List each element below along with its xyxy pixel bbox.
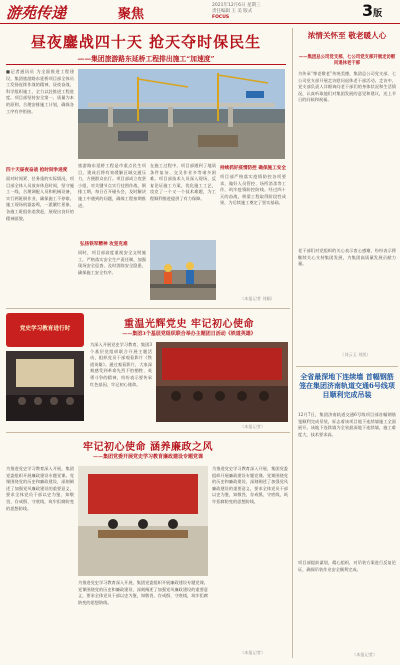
- party-author: （本报记者）: [240, 424, 266, 429]
- paper-name: 游苑传递: [6, 4, 67, 22]
- bottom-article-text: 为推进党史学习教育深入开展，集团党委组织开展廉政建设专题党课。党课围绕党的历史和廉政建设，深刻阐述了加强党风廉政建设的重要意义，要求全体党员干部以史为鉴，知敬畏、存戒惧、守底线，筑牢拒腐防变的思想防线。: [6, 466, 74, 511]
- section-name: 聚焦: [118, 7, 145, 22]
- bottom-author: （本报记者）: [240, 650, 266, 655]
- party-headline: 重温光辉党史 牢记初心使命: [124, 319, 254, 330]
- right-headline-2: 全省最深地下连续墙 首幅钢筋笼在集团济南轨道交通6号线项目顺利完成吊装: [299, 372, 395, 399]
- main-section-heading-2: 弘扬铁军精神 攻坚克难: [80, 242, 128, 247]
- main-author: （本报记者 刘颖）: [240, 296, 275, 301]
- column-divider: [292, 28, 293, 658]
- date-info: [212, 3, 260, 21]
- main-article-text: 面对时间紧、任务重的实际情况，项目部全体人员放弃休息时间，坚守施工一线，合理调配人员和机械设备，实行两班倒作业，确保施工不停歇。施工现场机器轰鸣，一派繁忙景象，各施工班组你追我赶，展现出良好的精神面貌。: [6, 176, 74, 221]
- title-rule: [6, 64, 286, 65]
- party-article-text: 为深入开展党史学习教育，集团3个基层党组织联合开展主题活动，组织党员干部观看影片《铁道英雄》。通过观看影片，大家深刻感受到革命先烈不怕牺牲、英勇斗争的精神，纷纷表示要传承红色基因，牢记初心使命。: [90, 342, 152, 387]
- bottom-article-text: 为推进党史学习教育深入开展，集团党委组织开展廉政建设专题党课。党课围绕党的历史和廉政建设，深刻阐述了加强党风廉政建设的重要意义，要求全体党员干部以史为鉴，知敬畏、存戒惧、守底线，筑牢拒腐防变的思想防线。: [212, 466, 288, 504]
- party-subheadline: ——集团3个基层党组织联合举办主题团日活动《铁道英雄》: [122, 331, 256, 337]
- date-line: 2021年12月6日 星期三: [212, 3, 261, 8]
- activity-illustration: [156, 342, 288, 422]
- masthead: [0, 0, 400, 24]
- right-article-text: 老干部们对党组织的关心表示衷心感谢，纷纷表示将继续关心支持集团发展，为集团高质量发展贡献力量。: [298, 248, 396, 267]
- party-badge-text: 党史学习教育进行时: [19, 326, 71, 332]
- construction-illustration: [78, 69, 285, 159]
- main-headline: 昼夜鏖战四十天 抢天夺时保民生: [30, 33, 262, 51]
- main-article-text: 旅游路东延桥工程是市重点民生项目，建成后将有效缓解区域交通压力，方便群众出行。项目部成立攻坚小组，对关键节点实行挂图作战，倒排工期，每日召开碰头会，及时解决施工中遇到的问题，确保工程按期推进。: [78, 163, 146, 208]
- main-article-text: ■记者通讯员 为全面推进工程建设，集团旅游路东延桥项目部全体员工发扬连续作战的精神，昼夜奋战，科学组织施工，全力以赴推进工程进度。项目部坚持安全第一、质量为本的原则，合理安排施工计划，确保各工序有序衔接。: [6, 69, 74, 114]
- page-unit: 版: [373, 9, 383, 19]
- right-article-text: 12月7日，集团济南轨道交通6号线项目部首幅钢筋笼顺利完成吊装，标志着该项目地下连续墙施工全面展开。该地下连续墙为全省最深地下连续墙，施工难度大，技术要求高。: [298, 412, 396, 437]
- main-article-text: 项目部严格落实疫情防控各项要求，做好人员管控、场所消杀等工作，筑牢疫情防控防线。经过四十天的奋战，桥梁工程取得阶段性成果，为后续施工奠定了坚实基础。: [220, 174, 286, 206]
- section-divider: [6, 432, 290, 433]
- party-badge: [6, 313, 84, 347]
- bottom-headline: 牢记初心使命 涵养廉政之风: [83, 442, 213, 453]
- bottom-subheadline: ——集团党委开展党史学习教育廉政建设专题党课: [92, 454, 203, 460]
- main-article-text: 同时，项目部高度重视安全文明施工，严格落实安全生产责任制，加强现场安全巡查，及时消除安全隐患，确保施工安全有序。: [78, 250, 146, 275]
- main-section-heading-1: 四十天昼夜奋战 抢时间争进度: [6, 168, 68, 173]
- workers-illustration: [150, 240, 216, 300]
- focus-label: FOCUS: [212, 15, 230, 20]
- editor-line: 责任编辑 王 美 版式: [212, 9, 253, 14]
- party-activity-photo: [156, 342, 288, 422]
- main-article-text: 在施工过程中，项目部遇到了地质条件复杂、交叉作业多等诸多困难。项目部技术人员深入现场，反复论证施工方案，优化施工工艺，攻克了一个又一个技术难题，为工程顺利推进提供了有力保障。: [150, 163, 216, 201]
- main-subheadline: ——集团旅游路东延桥工程排出施工“加速度”: [77, 55, 215, 63]
- movie-screening-photo: [6, 351, 84, 421]
- right-subheadline-1: ——集团总公司党支部、七公司党支部开展走访慰问退休老干部: [298, 55, 396, 66]
- screening-illustration: [6, 351, 84, 421]
- right-article-text: 为传承“尊老敬老”传统美德，集团总公司党支部、七公司党支部开展走访慰问退休老干部活动。走访中，党支部负责人详细询问老干部们的身体状况和生活情况，认真听取他们对集团发展的意见和建议，送上节日的问候和祝福。: [298, 71, 396, 103]
- right-divider: [296, 366, 398, 367]
- right-article-text: 项目部提前谋划，精心组织，对吊装方案进行反复论证，确保吊装作业安全顺利完成。: [298, 560, 396, 572]
- right-author-1: （刘云玉 刘凯）: [340, 352, 371, 357]
- page-number-value: 3: [362, 1, 374, 20]
- main-section-heading-3: 持续抓好疫情防控 确保施工安全: [220, 166, 286, 171]
- bridge-construction-photo: [78, 69, 285, 159]
- bottom-article-text: 为推进党史学习教育深入开展，集团党委组织开展廉政建设专题党课。党课围绕党的历史和廉政建设，深刻阐述了加强党风廉政建设的重要意义，要求全体党员干部以史为鉴，知敬畏、存戒惧、守底线，筑牢拒腐防变的思想防线。: [78, 580, 208, 605]
- workers-photo: [150, 240, 216, 300]
- lecture-photo: [78, 466, 208, 576]
- right-headline-1: 浓情关怀至 敬老暖人心: [307, 31, 387, 40]
- section-divider: [6, 308, 290, 309]
- page-number: [362, 1, 382, 20]
- right-author-2: （本报记者）: [352, 652, 378, 657]
- lecture-illustration: [78, 466, 208, 576]
